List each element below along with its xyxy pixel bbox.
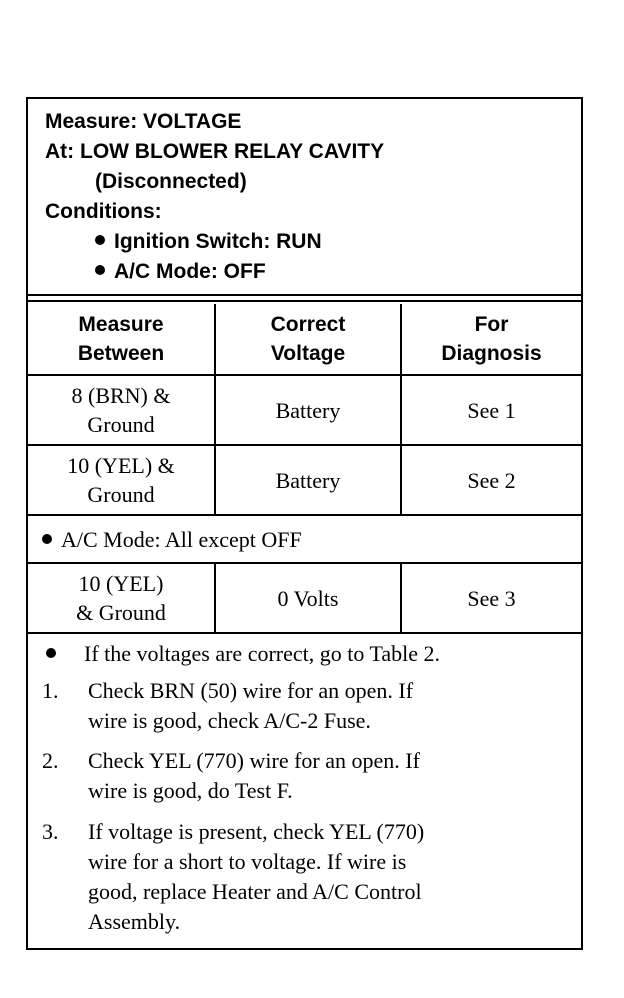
note-number: 2. (42, 748, 59, 773)
diagnosis-cell: See 1 (401, 375, 581, 445)
location-sub-label: (Disconnected) (95, 170, 247, 193)
note-text: If the voltages are correct, go to Table 2. (84, 641, 441, 666)
column-header-diagnosis: For Diagnosis (401, 304, 581, 375)
table-row (28, 375, 581, 445)
measure-label: Measure: VOLTAGE (45, 110, 242, 133)
diagnostic-table-card (26, 97, 583, 950)
condition-item (95, 227, 322, 257)
voltage-cell: 0 Volts (215, 563, 401, 633)
divider (28, 294, 581, 296)
note-text: If voltage is present, check YEL (770) wire for a short to voltage. If wire is good, replace Heater and A/C Control Assembly. (88, 819, 425, 934)
note-text: Check YEL (770) wire for an open. If wire is good, do Test F. (88, 748, 420, 803)
table-row (28, 563, 581, 633)
column-header-voltage: Correct Voltage (215, 304, 401, 375)
voltage-cell: Battery (215, 375, 401, 445)
condition-item (95, 257, 266, 287)
condition-row-text: A/C Mode: All except OFF (61, 526, 302, 552)
note-number: 1. (42, 678, 59, 703)
voltage-cell: Battery (215, 445, 401, 515)
condition-row (28, 515, 581, 563)
note-number: 3. (42, 819, 59, 844)
measure-between-cell: 10 (YEL) & Ground (28, 445, 215, 515)
table-row (28, 445, 581, 515)
diagnosis-cell: See 3 (401, 563, 581, 633)
bullet-icon (42, 534, 52, 544)
divider (28, 300, 581, 302)
column-header-measure: Measure Between (28, 304, 215, 375)
bullet-icon (42, 639, 72, 669)
bullet-icon (95, 235, 105, 245)
table-header-row (28, 304, 581, 375)
conditions-label: Conditions: (45, 200, 162, 223)
condition-text: Ignition Switch: RUN (114, 230, 322, 253)
location-label: At: LOW BLOWER RELAY CAVITY (45, 140, 385, 163)
diagnosis-cell: See 2 (401, 445, 581, 515)
condition-text: A/C Mode: OFF (114, 260, 266, 283)
note-text: Check BRN (50) wire for an open. If wire is good, check A/C-2 Fuse. (88, 678, 414, 733)
condition-row-cell (28, 515, 581, 563)
measure-between-cell: 8 (BRN) & Ground (28, 375, 215, 445)
voltage-table (28, 304, 581, 634)
test-header (28, 99, 581, 299)
bullet-icon (95, 265, 105, 275)
measure-between-cell: 10 (YEL) & Ground (28, 563, 215, 633)
